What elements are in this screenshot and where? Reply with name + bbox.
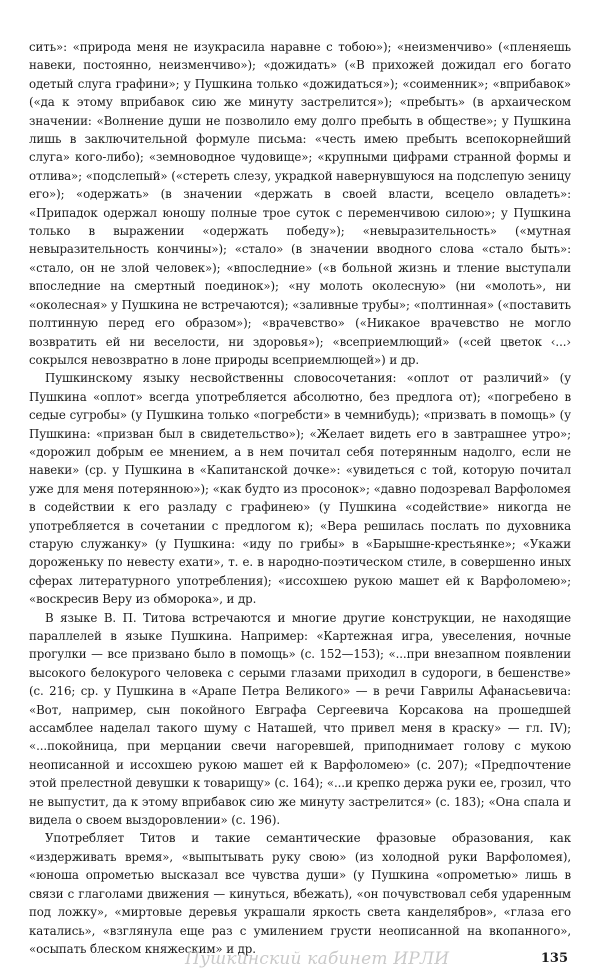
paragraph-semantic-phrases: Употребляет Титов и такие семантические фразовые образования, как «издерживать время», «выпытывать руку свою» (из холодной руки Варфоломея), «юноша опрометью высказал все чувства души» (у Пушкина «опрометью» лишь в связи с глаголами движения — кинуться, вбежать), «он почувствовал себя ударенным под ложку», «миртовые деревья украшали яркость света канделябров», «глаза его катались», «взглянула еще раз с умилением грусти неописанной на вкопанного», «осыпать блеском княжеским» и др. [29,831,571,956]
paragraph-titov-constructions: В языке В. П. Титова встречаются и многие другие конструкции, не находящие параллелей в языке Пушкина. Например: «Картежная игра, увеселения, ночные прогулки — все призвано было в помощь» (с. 152—153); «...при внезапном появлении высокого белокурого человека с серыми глазами приходил в судороги, в бешенстве» (с. 216; ср. у Пушкина в «Арапе Петра Великого» — в речи Гаврилы Афанасьевича: «Вот, например, сын покойного Евграфа Сергеевича Корсакова на прошедшей ассамблее наделал такого шуму с Наташей, что привел меня в краску» — гл. IV); «...покойница, при мерцании свечи нагоревшей, приподнимает голову с мукою неописанной и иссохшею рукою машет ей к Варфоломею» (с. 207); «Предпочтение этой прелестной девушки к товарищу» (с. 164); «...и крепко держа руки ее, грозил, что не выпустит, да к этому вприбавок сию же минуту застрелится» (с. 183); «Она спала и видела о своем выздоровлении» (с. 196). [29,610,571,828]
page-footer [0,949,600,973]
page-body [29,38,571,958]
paragraph-word-list-continued: сить»: «природа меня не изукрасила наравне с тобою»); «неизменчиво» («пленяешь навеки, постоянно, неизменчиво»); «дожидать» («В прихожей дожидал его богато одетый слуга графини»; у Пушкина только «дожидаться»); «соименник»; «вприбавок» («да к этому вприбавок сию же минуту застрелится»); «пребыть» (в архаическом значении: «Волнение души не позволило ему долго пребыть в обществе»; у Пушкина лишь в заключительной формуле письма: «честь имею пребыть всепокорнейший слуга» кого-либо); «земноводное чудовище»; «крупными цифрами странной формы и отлива»; «подслепый» («стереть слезу, украдкой навернувшуюся на подслепую зеницу его»); «одержать» (в значении «держать в своей власти, всецело овладеть»: «Припадок одержал юношу полные трое суток с переменчивою силою»; у Пушкина только в выражении «одержать победу»); «невыразительность» («мутная невыразительность кончины»); «стало» (в значении вводного слова «стало быть»: «стало, он не злой человек»); «впоследние» («в больной жизнь и тление выступали впоследние на смертный поединок»); «ну молоть околесную» (ни «молоть», ни «околесная» у Пушкина не встречаются); «заливные трубы»; «полтинная» («поставить полтинную перед его образом»); «врачевство» («Никакое врачевство не могло возвратить ей ни веселости, ни здоровья»); «всеприемлющий» («сей цветок ‹...› сокрылся невозвратно в лоне природы всеприемлющей») и др. [29,40,571,367]
page-number: 135 [540,951,568,966]
paragraph-word-combinations: Пушкинскому языку несвойственны словосочетания: «оплот от различий» (у Пушкина «оплот» всегда употребляется абсолютно, без предлога от); «погребено в седые сугробы» (у Пушкина только «погребсти» в чемнибудь); «призвать в помощь» (у Пушкина: «призван был в свидетельство»); «Желает видеть его в завтрашнее утро»; «дорожил добрым ее мнением, а в нем почитал себя потерянным надолго, если не навеки» (ср. у Пушкина в «Капитанской дочке»: «увидеться с той, которую почитал уже для меня потерянною»); «как будто из просонок»; «давно подозревал Варфоломея в содействии к его разладу с графинею» (у Пушкина «содействие» никогда не употребляется в сочетании с предлогом к); «Вера решилась послать по духовника старую служанку» (у Пушкина: «иду по грибы» в «Барышне-крестьянке»; «Укажи дороженьку по невесту ехати», т. е. в народно-поэтическом стиле, в совершенно иных сферах литературного употребления); «иссохшею рукою машет ей к Варфоломею»; «воскресив Веру из обморока», и др. [29,371,571,607]
library-watermark: Пушкинский кабинет ИРЛИ [185,949,450,969]
